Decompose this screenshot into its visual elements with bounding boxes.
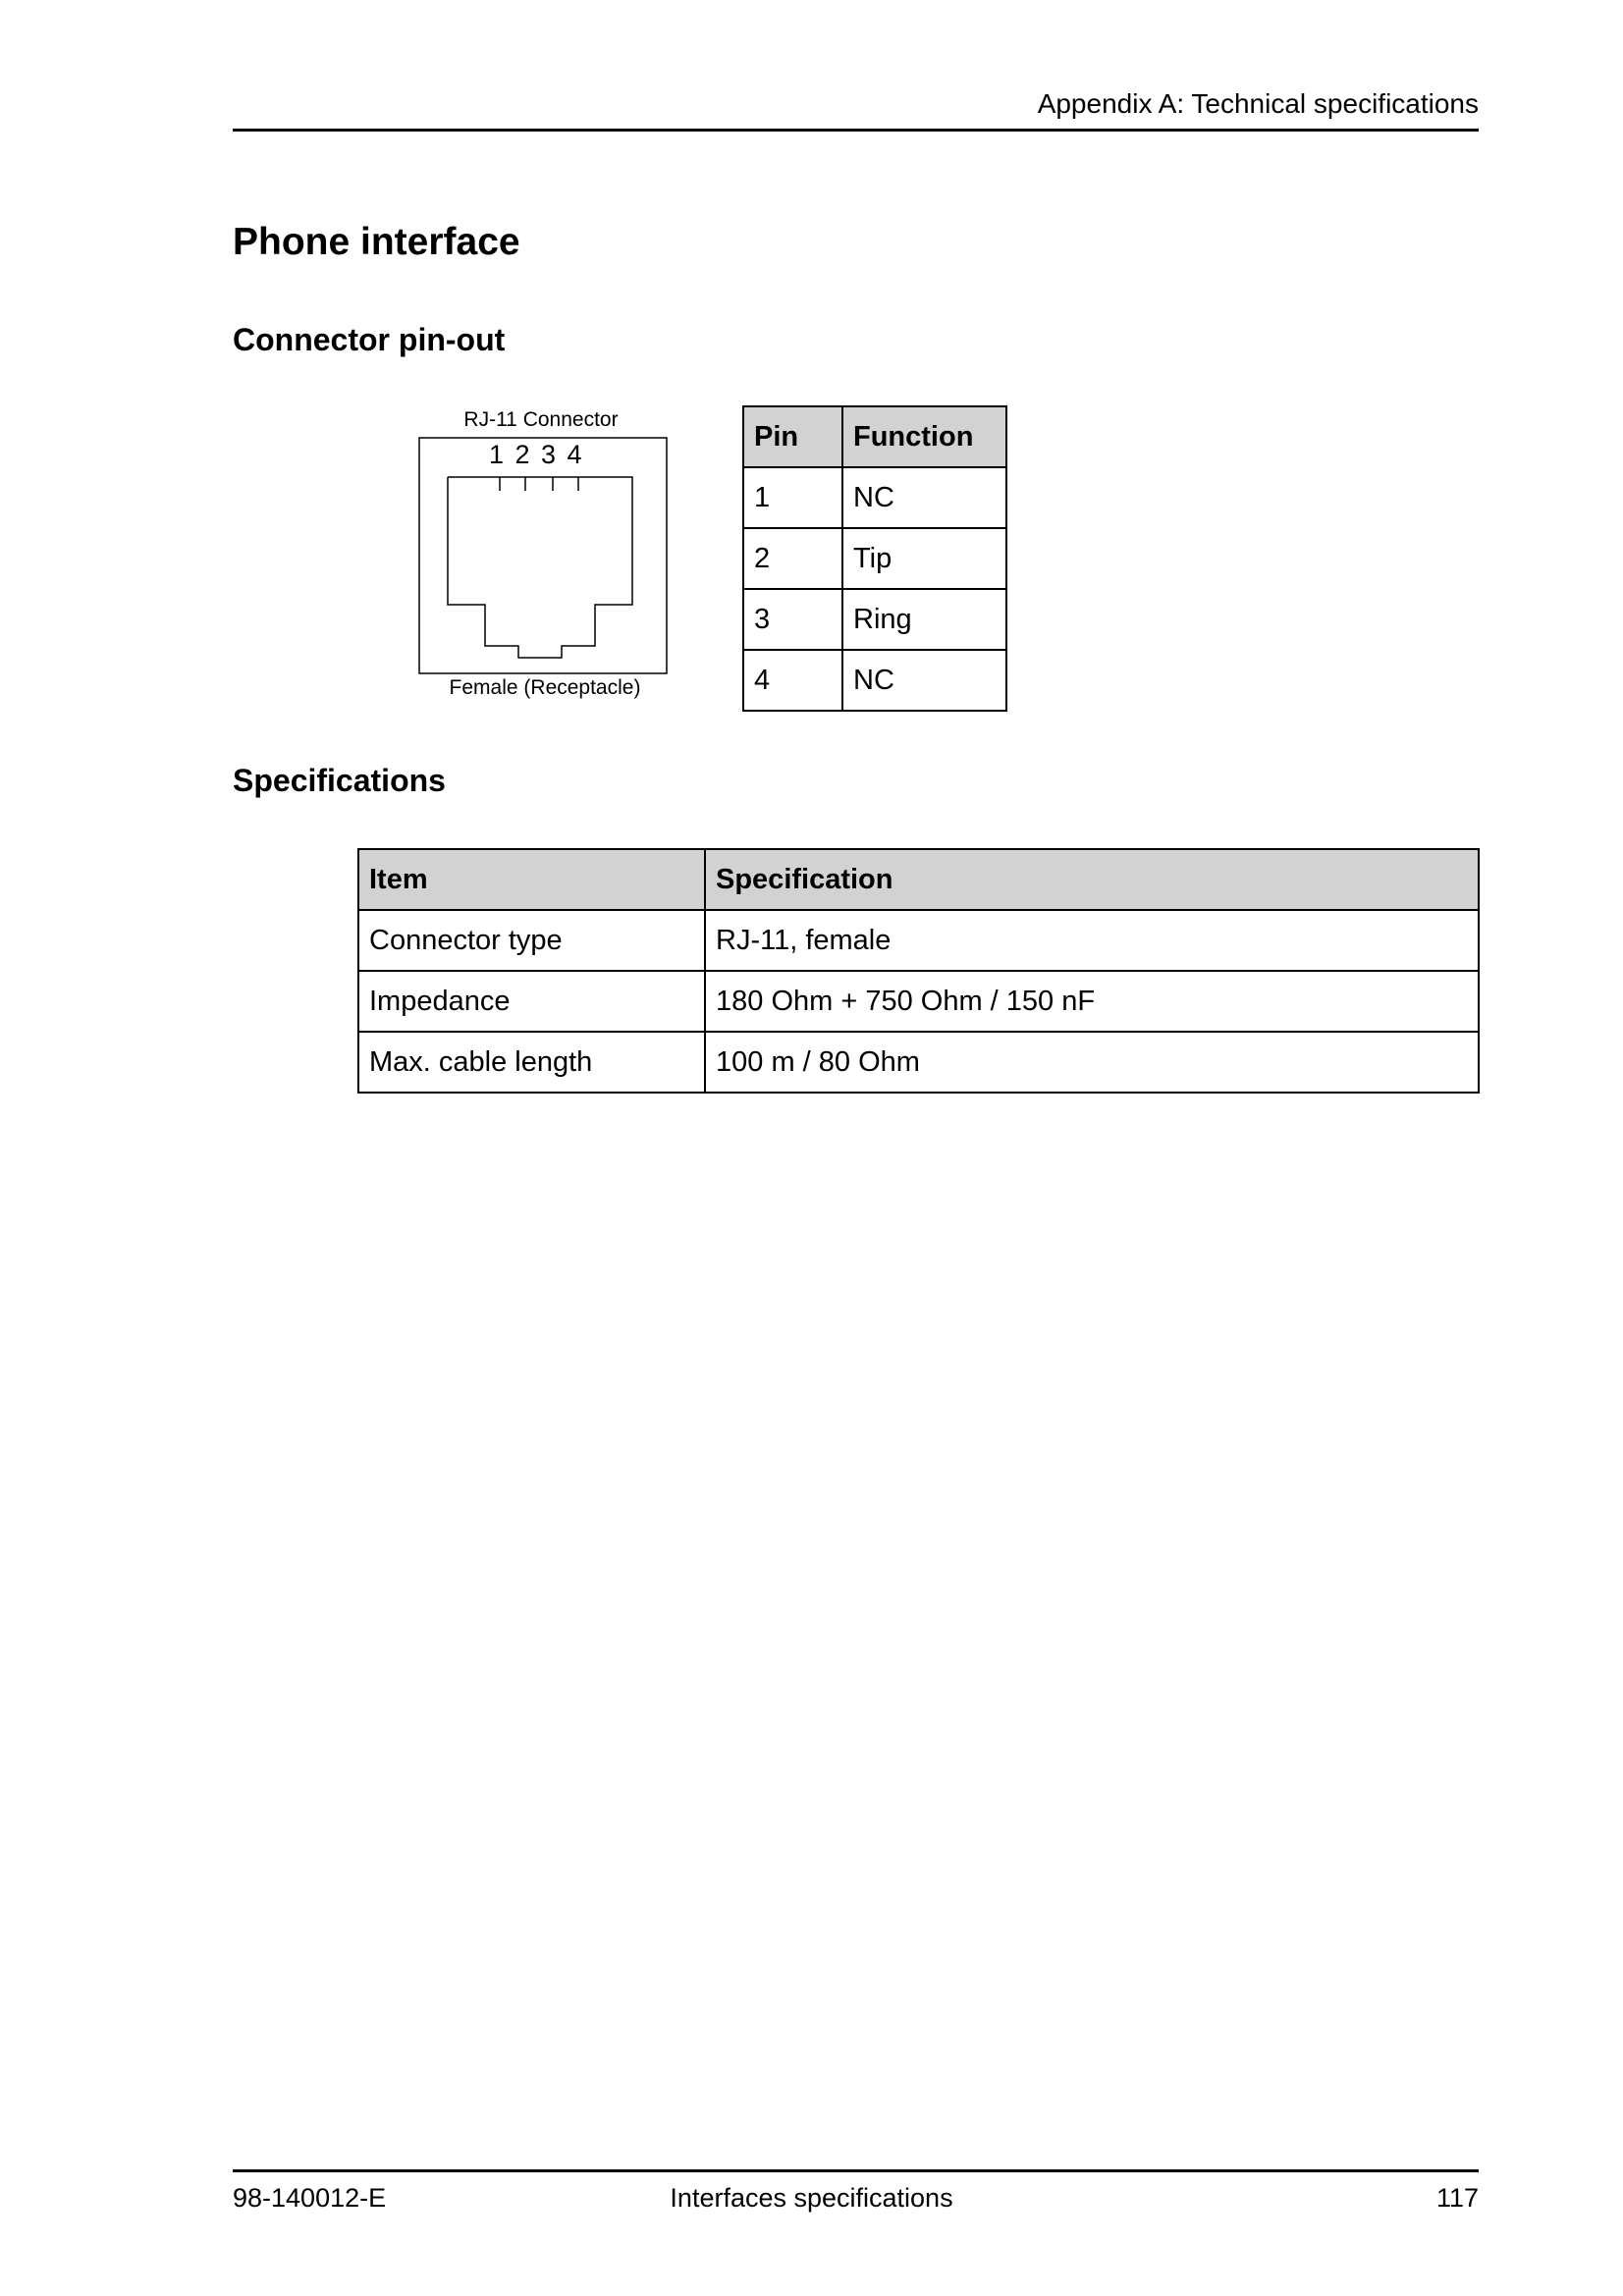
pinout-heading: Connector pin-out [233, 322, 506, 357]
header-cell: Item [358, 849, 705, 910]
header-cell: Function [842, 406, 1006, 467]
header-rule [233, 129, 1479, 132]
table-cell: NC [842, 650, 1006, 711]
page-number: 117 [1435, 2183, 1479, 2213]
pin-numbers: 1 2 3 4 [489, 440, 584, 469]
table-row [743, 467, 1006, 528]
table-cell: 4 [743, 650, 842, 711]
table-cell: 100 m / 80 Ohm [705, 1032, 1479, 1093]
pin-table [742, 405, 1007, 712]
table-header-row [358, 849, 1479, 910]
table-cell: 1 [743, 467, 842, 528]
table-cell: 2 [743, 528, 842, 589]
table-row [358, 910, 1479, 971]
footer-rule [233, 2169, 1479, 2172]
table-cell: RJ-11, female [705, 910, 1479, 971]
table-row [743, 528, 1006, 589]
table-header-row [743, 406, 1006, 467]
rj11-connector-figure [412, 402, 677, 712]
specifications-table [357, 848, 1480, 1094]
table-cell: Connector type [358, 910, 705, 971]
table-row [743, 589, 1006, 650]
table-cell: Impedance [358, 971, 705, 1032]
section-title: Phone interface [233, 221, 520, 263]
table-cell: Tip [842, 528, 1006, 589]
header-cell: Pin [743, 406, 842, 467]
specifications-heading: Specifications [233, 763, 446, 798]
footer-doc-number: 98-140012-E [233, 2183, 387, 2213]
footer-chapter: Interfaces specifications [670, 2183, 953, 2213]
table-cell: 180 Ohm + 750 Ohm / 150 nF [705, 971, 1479, 1032]
table-cell: NC [842, 467, 1006, 528]
table-cell: Ring [842, 589, 1006, 650]
figure-caption-bottom: Female (Receptacle) [449, 676, 641, 699]
table-row [358, 1032, 1479, 1093]
header-cell: Specification [705, 849, 1479, 910]
table-row [743, 650, 1006, 711]
table-cell: 3 [743, 589, 842, 650]
running-header: Appendix A: Technical specifications [1037, 88, 1479, 119]
table-row [358, 971, 1479, 1032]
figure-caption-top: RJ-11 Connector [463, 408, 619, 431]
table-cell: Max. cable length [358, 1032, 705, 1093]
